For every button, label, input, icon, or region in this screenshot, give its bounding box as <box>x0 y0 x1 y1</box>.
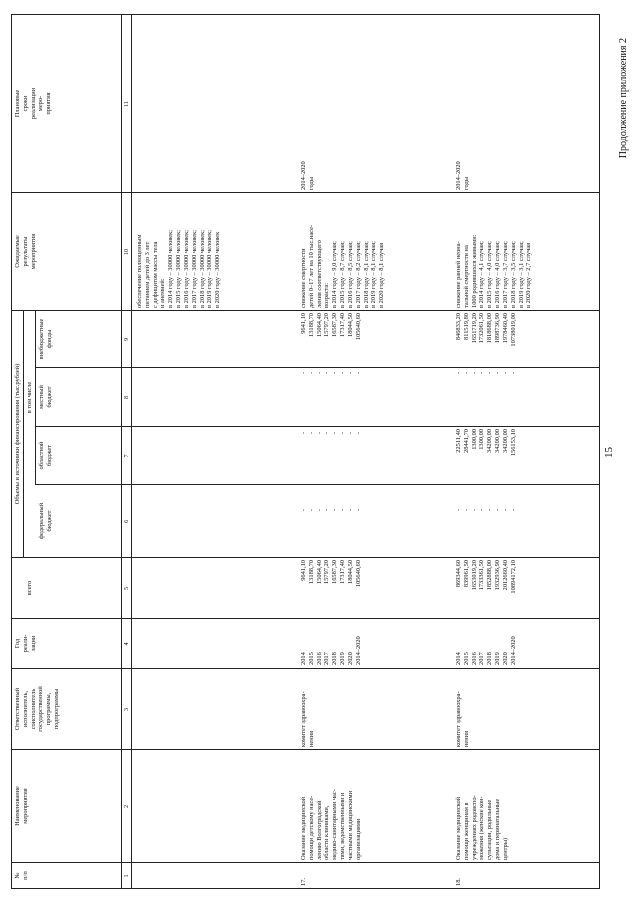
column-number: 10 <box>123 248 130 256</box>
header-years: Год реали- зации <box>14 634 37 653</box>
continuation-result-text: обеспечение полноценным питанием детей до 3 лет с дефицитом массы тела и анемией: в 2014 году – 30000 человек; в 2015 году – 30000 человек; в 2016 году – 30000 человек; в 2017 году – 30000 человек; в 2018 году – 30000 человек; в 2019 году – 30000 человек; в 2020 году – 30000 человек <box>136 229 222 308</box>
header-in-that-number: в том числе <box>26 381 33 414</box>
offbudget-funds: 846833,20 811519,80 1651719,20 1732061,50 1818688,00 1898736,90 1978460,40 10738019,00 <box>455 313 517 347</box>
offbudget-funds: 9641,10 13188,70 15064,40 15797,20 16587,30 17317,40 18044,50 105640,60 <box>300 313 362 341</box>
header-name: Наименование мероприятия <box>14 786 29 826</box>
implementation-years: 2014 2015 2016 2017 2018 2019 2020 2014–2020 <box>300 636 362 665</box>
header-offbudget: внебюджетные фонды <box>38 318 53 360</box>
total-amount: 9641,10 13188,70 15064,40 15797,20 16587,30 17317,40 18044,50 105640,60 <box>300 560 362 588</box>
header-financing: Объемы и источники финансирования (тыс.рублей) <box>14 363 21 505</box>
regional-budget: 22511,40 28441,70 1300,00 1300,00 34200,00 34200,00 34200,00 156153,10 <box>455 429 517 457</box>
program-table <box>11 14 599 889</box>
expected-result: снижение ранней неона- тальной смертности на 1000 родившихся живыми: в 2014 году – 4,1 случая; в 2015 году – 4,0 случая; в 2016 году – 4,0 случая; в 2017 году – 3,7 случая; в 2018 году – 3,5 случая; в 2019 году – 3,1 случая; в 2020 году – 2,7 случая <box>455 234 533 308</box>
header-executor: Ответственный исполнитель, соисполнитель государственной программы, подпрограммы <box>14 686 61 732</box>
column-number: 8 <box>123 395 130 400</box>
total-amount: 869344,60 839961,50 1653019,20 1733361,50 1852888,00 1932936,90 2012660,40 10894172,10 <box>455 560 517 594</box>
row-number: 18. <box>455 878 462 886</box>
header-results: Ожидаемые результаты мероприятия <box>14 233 37 270</box>
column-number: 3 <box>123 707 130 712</box>
implementation-years: 2014 2015 2016 2017 2018 2019 2020 2014–2020 <box>455 636 517 665</box>
column-number: 9 <box>123 337 130 342</box>
row-number: 17. <box>300 878 307 886</box>
local-budget: - - - - - - - - <box>300 371 362 374</box>
column-number: 11 <box>123 101 130 107</box>
column-number: 6 <box>123 519 130 524</box>
header-regional: областной бюджет <box>38 441 53 470</box>
responsible-executor: комитет здравоохра- нения <box>455 691 470 747</box>
measure-name: Оказание медицинской помощи детскому насе- лению Волгоградской области клиниками, медико-санитарными час- тями, ведомственными и частными медицинскими организациями <box>300 789 362 860</box>
planned-terms: 2014–2020 годы <box>455 161 470 190</box>
responsible-executor: комитет здравоохра- нения <box>300 691 315 747</box>
column-number: 1 <box>123 874 130 878</box>
header-local: местный бюджет <box>38 385 53 409</box>
annex-title: Продолжение приложения 2 <box>618 38 629 159</box>
page-number: 15 <box>603 447 615 458</box>
expected-result: снижение смертности детей 0–17 лет на 10 тыс.насе- ления соответствующего возраста: в 2014 году – 9,0 случая; в 2015 году – 8,7 случая; в 2016 году – 8,5 случая; в 2017 году – 8,2 случая; в 2018 году – 8,1 случая; в 2019 году – 8,1 случая; в 2020 году – 8,1 случая <box>300 224 386 308</box>
header-total: всего <box>26 580 33 596</box>
header-federal: федеральный бюджет <box>38 502 53 540</box>
header-no: № п/п <box>14 871 29 880</box>
regional-budget: - - - - - - - - <box>300 431 362 434</box>
federal-budget: - - - - - - - - <box>300 508 362 511</box>
header-terms: Плановые сроки реализации меро- приятия <box>14 87 53 120</box>
column-number: 2 <box>123 804 130 809</box>
federal-budget: - - - - - - - - <box>455 508 517 511</box>
column-number: 4 <box>123 642 130 646</box>
column-number: 5 <box>123 586 130 591</box>
column-number: 7 <box>123 454 130 458</box>
measure-name: Оказание медицинской помощи женщинам в учреждениях родовспо- можения (женские кон- сультации, родильные дома и перинатальные центры) <box>455 795 509 860</box>
local-budget: - - - - - - - - <box>455 371 517 374</box>
planned-terms: 2014–2020 годы <box>300 161 315 190</box>
